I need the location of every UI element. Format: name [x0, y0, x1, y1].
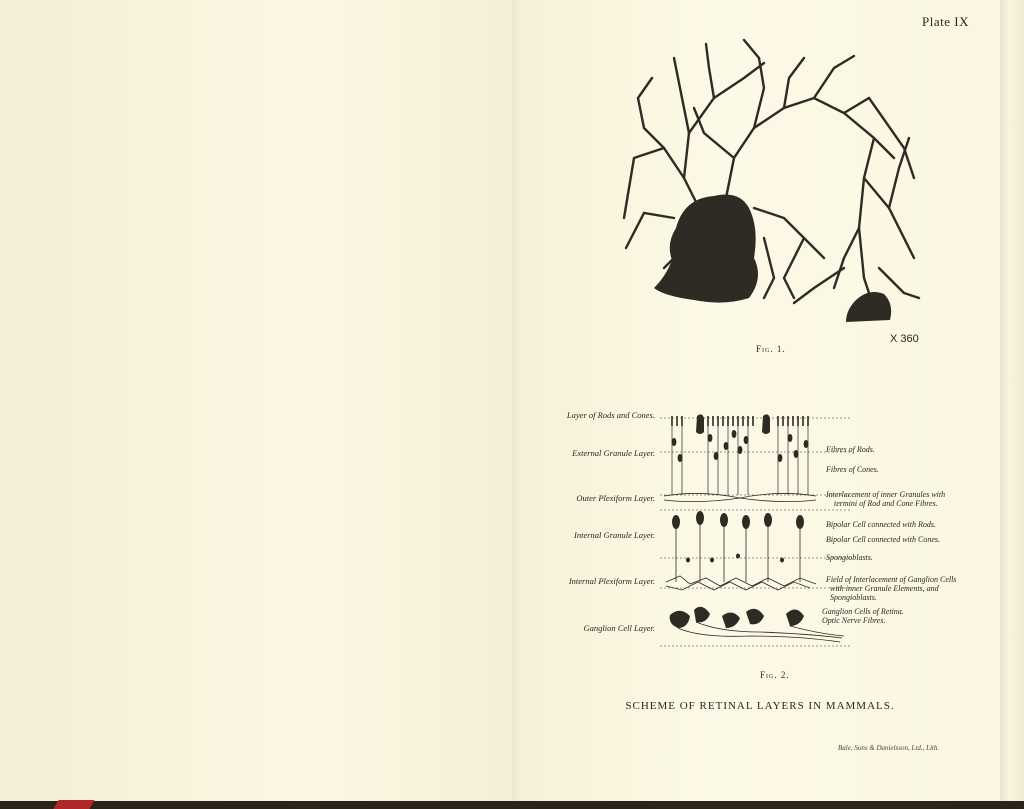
- printer-credit: Bale, Sons & Danielsson, Ltd., Lith.: [838, 744, 940, 752]
- annotation-bipolar-cones: Bipolar Cell connected with Cones.: [826, 535, 940, 544]
- bookmark-ribbon: [53, 800, 94, 809]
- figure-1-neuron-drawing: [614, 38, 932, 334]
- page-edge: [1000, 0, 1024, 809]
- annotation-interlacement-line-2: termini of Rod and Cone Fibres.: [834, 499, 938, 508]
- figure-2-caption: Fig. 2.: [760, 670, 790, 680]
- plate-title: SCHEME OF RETINAL LAYERS IN MAMMALS.: [625, 700, 895, 712]
- magnification-label: X 360: [890, 333, 919, 345]
- annotation-interlacement-line-1: Interlacement of inner Granules with: [826, 490, 946, 499]
- annotation-spongioblasts: Spongioblasts.: [826, 553, 873, 562]
- annotation-field-line-3: Spongioblasts.: [830, 593, 877, 602]
- layer-label-rods-cones: Layer of Rods and Cones.: [566, 410, 655, 420]
- annotation-field-line-1: Field of Interlacement of Ganglion Cells: [826, 575, 957, 584]
- figure-1-caption: Fig. 1.: [756, 344, 786, 354]
- annotation-ganglion-cells: Ganglion Cells of Retina.: [822, 607, 904, 616]
- layer-label-outer-plexiform: Outer Plexiform Layer.: [576, 493, 655, 503]
- layer-label-internal-plexiform: Internal Plexiform Layer.: [568, 576, 655, 586]
- annotation-fibres-of-cones: Fibres of Cones.: [826, 465, 879, 474]
- annotation-fibres-of-rods: Fibres of Rods.: [826, 445, 875, 454]
- layer-label-ganglion-cell: Ganglion Cell Layer.: [583, 623, 655, 633]
- annotation-field-line-2: with inner Granule Elements, and: [830, 584, 939, 593]
- annotation-bipolar-rods: Bipolar Cell connected with Rods.: [826, 520, 936, 529]
- annotation-optic-nerve-fibres: Optic Nerve Fibres.: [822, 616, 886, 625]
- bottom-edge: [0, 801, 1024, 809]
- plate-label: Plate IX: [922, 14, 969, 29]
- layer-label-external-granule: External Granule Layer.: [572, 448, 655, 458]
- layer-label-internal-granule: Internal Granule Layer.: [574, 530, 655, 540]
